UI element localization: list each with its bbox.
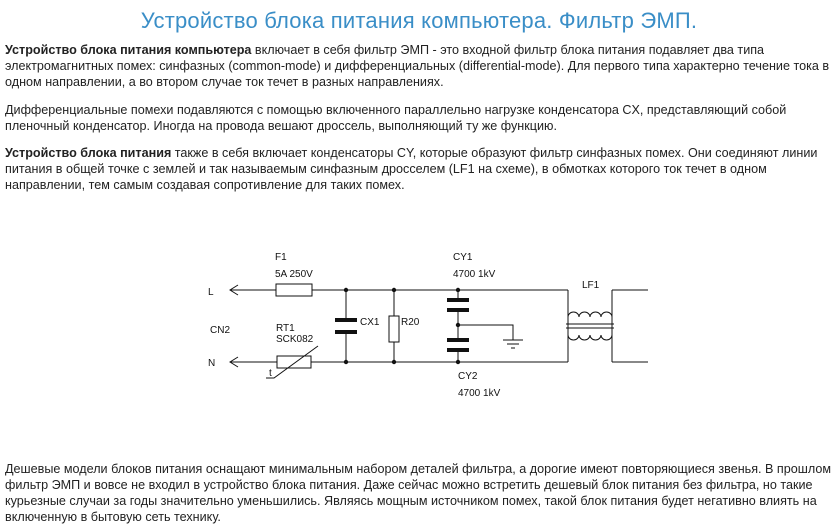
label-cx1: CX1 bbox=[360, 317, 380, 328]
label-connector: CN2 bbox=[210, 325, 231, 336]
junction-dot bbox=[344, 360, 348, 364]
label-line-l: L bbox=[208, 287, 214, 298]
junction-dot bbox=[456, 360, 460, 364]
ground-wire bbox=[458, 325, 513, 340]
thermistor-symbol bbox=[277, 356, 311, 368]
cy2-plate-top bbox=[447, 338, 469, 342]
label-cy1-ref: CY1 bbox=[453, 252, 473, 263]
fuse-symbol bbox=[276, 284, 312, 296]
junction-dot bbox=[456, 323, 460, 327]
junction-dot bbox=[344, 288, 348, 292]
emi-filter-schematic bbox=[200, 240, 660, 410]
label-lf1: LF1 bbox=[582, 280, 600, 291]
paragraph-intro-text: включает в себя фильтр ЭМП - это входной фильтр блока питания подавляет два типа электромагнитных помех: синфазных (common-mode) и дифференциальных (differential-mode). Для первого типа характерно течение тока в одном направлении, а во втором случае ток течет в разных направлениях. bbox=[5, 43, 830, 89]
paragraph-common-mode-text: также в себя включает конденсаторы CY, которые образуют фильтр синфазных помех. Они соединяют линии питания в общей точке с землей и так называемым синфазным дросселем (LF1 на схеме), в обмотках которого ток течет в одном направлении, тем самым создавая сопротивление для таких помех. bbox=[5, 146, 818, 192]
page-title: Устройство блока питания компьютера. Фильтр ЭМП. bbox=[140, 8, 698, 33]
label-thermistor-ref: RT1 bbox=[276, 323, 295, 334]
paragraph-common-mode-bold: Устройство блока питания bbox=[5, 146, 172, 160]
label-cy2-ref: CY2 bbox=[458, 371, 478, 382]
label-fuse-value: 5A 250V bbox=[275, 269, 313, 280]
cy1-plate-top bbox=[447, 298, 469, 302]
junction-dot bbox=[392, 360, 396, 364]
cx1-plate-top bbox=[335, 318, 357, 322]
junction-dot bbox=[392, 288, 396, 292]
label-line-n: N bbox=[208, 358, 216, 369]
lf1-winding-top bbox=[568, 312, 612, 317]
paragraph-differential-text: Дифференциальные помехи подавляются с помощью включенного параллельно нагрузке конденсатора CX, представляющий собой пленочный конденсатор. Иногда на провода вешают дроссель, выполняющий ту же функцию. bbox=[5, 103, 787, 133]
label-cy1-value: 4700 1kV bbox=[453, 269, 496, 280]
label-cy2-value: 4700 1kV bbox=[458, 388, 501, 399]
lf1-winding-bottom bbox=[568, 335, 612, 340]
paragraph-conclusion bbox=[5, 461, 831, 525]
label-thermistor-mark: t bbox=[269, 368, 272, 379]
cy1-plate-bottom bbox=[447, 308, 469, 312]
paragraph-intro bbox=[5, 42, 831, 90]
junction-dot bbox=[456, 288, 460, 292]
paragraph-conclusion-text: Дешевые модели блоков питания оснащают минимальным набором деталей фильтра, а дорогие имеют повторяющиеся звенья. В прошлом фильтр ЭМП и вовсе не входил в устройство блока питания. Даже сейчас можно встретить дешевый блок питания без фильтра, но такие курьезные случаи за годы значительно уменьшились. Являясь мощным источником помех, такой блок питания будет негативно влиять на включенную в бытовую сеть технику. bbox=[5, 462, 832, 524]
label-thermistor-value: SCK082 bbox=[276, 334, 314, 345]
label-fuse-ref: F1 bbox=[275, 252, 287, 263]
paragraph-common-mode bbox=[5, 145, 831, 193]
label-r20: R20 bbox=[401, 317, 420, 328]
paragraph-differential bbox=[5, 102, 831, 134]
r20-symbol bbox=[389, 316, 399, 342]
paragraph-intro-bold: Устройство блока питания компьютера bbox=[5, 43, 252, 57]
cx1-plate-bottom bbox=[335, 330, 357, 334]
cy2-plate-bottom bbox=[447, 348, 469, 352]
